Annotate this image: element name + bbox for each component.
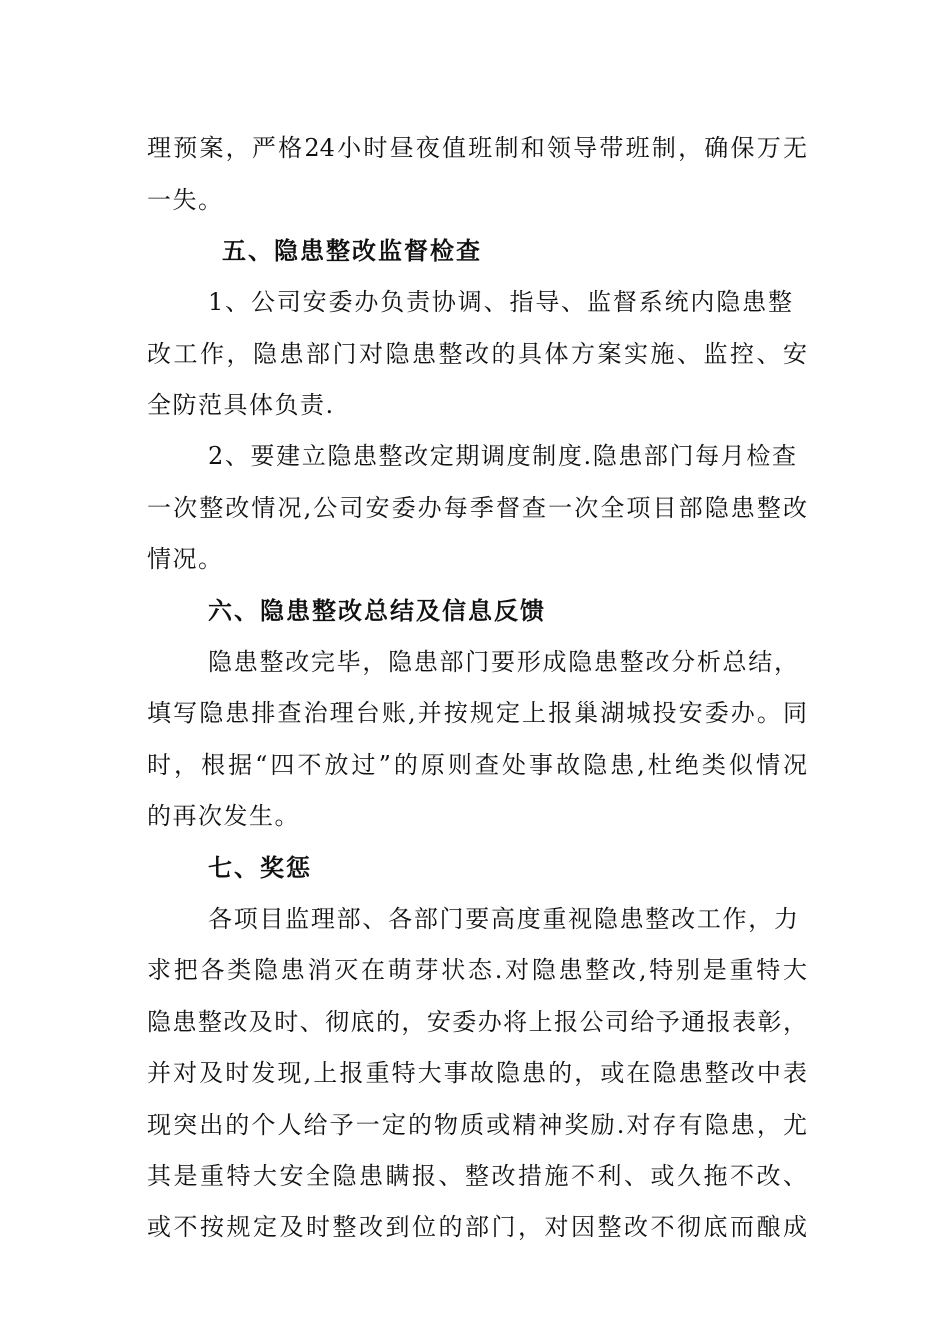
paragraph-line: 时，根据“四不放过”的原则查处事故隐患,杜绝类似情况 — [147, 751, 807, 779]
paragraph-line: 隐患整改完毕，隐患部门要形成隐患整改分析总结， — [208, 648, 798, 676]
paragraph-line: 全防范具体负责. — [147, 391, 335, 419]
paragraph-line: 1、公司安委办负责协调、指导、监督系统内隐患整 — [208, 288, 792, 316]
paragraph-line: 情况。 — [147, 545, 224, 573]
paragraph-line: 的再次发生。 — [147, 802, 300, 830]
paragraph-line: 填写隐患排查治理台账,并按规定上报巢湖城投安委办。同 — [147, 699, 807, 727]
paragraph-line: 一次整改情况,公司安委办每季督查一次全项目部隐患整改 — [147, 494, 807, 522]
paragraph-line: 隐患整改及时、彻底的，安委办将上报公司给予通报表彰， — [147, 1008, 807, 1036]
section-heading-7: 七、奖惩 — [208, 854, 312, 882]
paragraph-line: 改工作，隐患部门对隐患整改的具体方案实施、监控、安 — [147, 340, 807, 368]
section-heading-5: 五、隐患整改监督检查 — [222, 237, 482, 265]
section-heading-6: 六、隐患整改总结及信息反馈 — [208, 597, 546, 625]
paragraph-line: 理预案，严格24小时昼夜值班制和领导带班制，确保万无 — [147, 134, 807, 162]
paragraph-line: 一失。 — [147, 186, 224, 214]
paragraph-line: 或不按规定及时整改到位的部门，对因整改不彻底而酿成 — [147, 1213, 807, 1241]
paragraph-line: 各项目监理部、各部门要高度重视隐患整改工作，力 — [208, 905, 798, 933]
paragraph-line: 求把各类隐患消灭在萌芽状态.对隐患整改,特别是重特大 — [147, 956, 807, 984]
paragraph-line: 并对及时发现,上报重特大事故隐患的，或在隐患整改中表 — [147, 1059, 807, 1087]
paragraph-line: 2、要建立隐患整改定期调度制度.隐患部门每月检查 — [208, 442, 796, 470]
paragraph-line: 现突出的个人给予一定的物质或精神奖励.对存有隐患，尤 — [147, 1111, 807, 1139]
paragraph-line: 其是重特大安全隐患瞒报、整改措施不利、或久拖不改、 — [147, 1162, 807, 1190]
